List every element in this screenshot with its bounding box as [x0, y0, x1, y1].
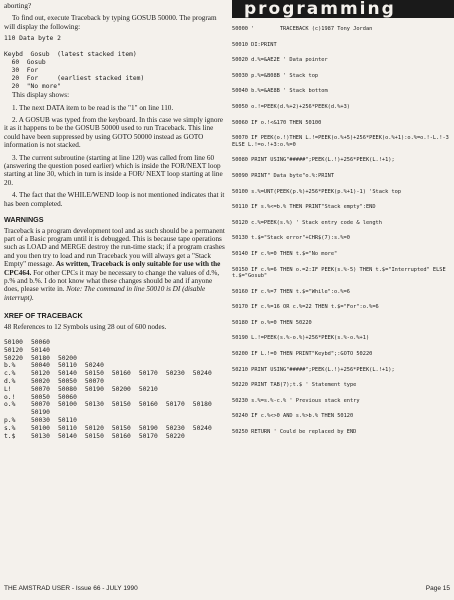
xref-cell: 50240: [192, 424, 212, 432]
xref-row: [4, 378, 220, 386]
listing-line: 50000 ' TRACEBACK (c)1987 Tony Jordan: [232, 26, 373, 32]
warnings-body: Traceback is a program development tool and as such should be a permanent part of a Basic program until it is debugged. This is because tape operations such as LOAD and MERGE destroy the run-time stack; if a program crashes and you then try to load and run Traceback you will always get a "Stack Empty" message.: [4, 226, 225, 269]
xref-cell: 50070: [30, 385, 50, 393]
xref-cell: 50110: [57, 362, 77, 370]
xref-cell: 50190: [84, 385, 104, 393]
xref-cell: [193, 417, 220, 425]
sample-output-line: Keybd Gosub (latest stacked item): [4, 51, 137, 59]
listing-line: 50220 PRINT TAB(7);t.$ ' Statement type: [232, 382, 357, 389]
xref-cell: [139, 362, 166, 370]
listing-line: 50080 PRINT USING"#####";PEEK(L.!)+256*PEEK(L.!+1);: [232, 157, 395, 164]
sample-output-line: 60 Gosub: [4, 59, 46, 67]
xref-cell: 50120: [30, 370, 50, 378]
listing-line: 50010 DI:PRINT: [232, 41, 277, 48]
xref-cell: 50120: [84, 424, 104, 432]
xref-cell: b.%: [4, 362, 16, 370]
xref-cell: 50070: [84, 377, 104, 385]
listing-line: 50210 PRINT USING"#####";PEEK(L.!)+256*PEEK(L.!+1);: [232, 366, 395, 373]
xref-cell: [139, 409, 166, 417]
paragraph-execute: To find out, execute Traceback by typing GOSUB 50000. The program will display the following:: [4, 14, 217, 31]
xref-cell: 50100: [57, 401, 77, 409]
warnings-cpc464: As written, Traceback is only suitable for use with the CPC464.: [4, 260, 221, 277]
xref-cell: 50040: [30, 362, 50, 370]
page-footer: [4, 583, 450, 595]
xref-cell: o.!: [4, 393, 16, 401]
display-shows: This display shows:: [12, 91, 70, 100]
xref-cell: 50080: [57, 385, 77, 393]
xref-cell: [193, 386, 220, 394]
xref-cell: 50060: [57, 393, 77, 401]
sample-output-line: 30 For: [4, 67, 39, 75]
xref-cell: t.$: [4, 432, 16, 440]
xref-cell: [193, 355, 220, 363]
sample-output: [4, 35, 226, 91]
listing-line: 50190 L.!=PEEK(s.%-o.%)+256*PEEK(s.%-o.%+1): [232, 335, 370, 342]
xref-cell: [193, 378, 220, 386]
xref-cell: L!: [4, 385, 12, 393]
xref-cell: 50190: [138, 424, 158, 432]
xref-row: [4, 417, 220, 425]
xref-row: [4, 370, 220, 378]
xref-cell: 50240: [84, 362, 104, 370]
xref-cell: 50240: [192, 370, 212, 378]
xref-row: [4, 347, 220, 355]
xref-cell: 50140: [57, 370, 77, 378]
xref-cell: 50030: [30, 416, 50, 424]
listing-line: 50200 IF L.!=0 THEN PRINT"Keybd";:GOTO 50220: [232, 351, 373, 358]
xref-cell: p.%: [4, 416, 16, 424]
xref-cell: 50110: [57, 416, 77, 424]
point-4: 4. The fact that the WHILE/WEND loop is not mentioned indicates that it has been completed.: [4, 191, 225, 208]
section-banner: [232, 0, 454, 18]
xref-cell: [139, 378, 166, 386]
xref-cell: 50200: [111, 385, 131, 393]
xref-cell: [85, 417, 112, 425]
xref-table: [4, 339, 226, 440]
footer-issue: THE AMSTRAD USER - Issue 66 - JULY 1990: [4, 585, 138, 592]
listing-line: 50020 d.%=&AE2E ' Data pointer: [232, 57, 328, 64]
sample-output-line: 110 Data byte 2: [4, 35, 61, 43]
xref-cell: [112, 339, 139, 347]
xref-cell: 50170: [138, 432, 158, 440]
warnings-heading: WARNINGS: [4, 215, 44, 225]
xref-cell: [166, 409, 193, 417]
xref-heading: XREF OF TRACEBACK: [4, 311, 83, 321]
xref-cell: [112, 347, 139, 355]
xref-cell: 50150: [111, 424, 131, 432]
xref-cell: [193, 339, 220, 347]
xref-cell: 50170: [165, 401, 185, 409]
xref-cell: [139, 339, 166, 347]
listing-line: 50160 IF c.%=7 THEN t.$="While":o.%=6: [232, 288, 350, 295]
xref-row: [4, 433, 220, 441]
xref-cell: [166, 394, 193, 402]
xref-cell: [166, 378, 193, 386]
xref-cell: s.%: [4, 424, 16, 432]
xref-cell: 50150: [84, 370, 104, 378]
xref-cell: [112, 378, 139, 386]
xref-cell: [85, 355, 112, 363]
point-2: 2. A GOSUB was typed from the keyboard. In this case we simply ignore it as it happens to be the GOSUB 50000 used to run Traceback. This line could have been suppressed by using GOTO 50000 instead as GOTO information is not stacked.: [4, 116, 223, 150]
xref-cell: 50220: [165, 432, 185, 440]
xref-cell: [4, 409, 31, 417]
xref-cell: 50050: [57, 377, 77, 385]
article-column: [4, 2, 226, 570]
section-title: programming: [244, 0, 396, 18]
listing-line: 50170 IF c.%=16 OR c.%=22 THEN t.$="For":o.%=6: [232, 304, 379, 311]
xref-cell: 50140: [57, 432, 77, 440]
listing-line: 50060 IF o.!<&170 THEN 50100: [232, 119, 322, 126]
listing-line: 50150 IF c.%=6 THEN o.=2:IF PEEK(s.%-5) THEN t.$="Interrupted" ELSE t.$="Gosub": [232, 266, 449, 280]
xref-cell: [139, 394, 166, 402]
point-3: 3. The current subroutine (starting at line 120) was called from line 60 (answering the question posed earlier) which is inside the FOR/NEXT loop starting at line 30, which in turn is inside a FOR/ NEXT loop starting at line 20.: [4, 153, 223, 187]
xref-cell: [166, 417, 193, 425]
xref-row: [4, 339, 220, 347]
point-1: 1. The next DATA item to be read is the "1" on line 110.: [12, 103, 174, 112]
xref-row: [4, 394, 220, 402]
xref-cell: 50160: [111, 432, 131, 440]
xref-cell: [112, 362, 139, 370]
xref-cell: 50020: [30, 377, 50, 385]
listing-line: 50070 IF PEEK(o.!)THEN L.!=PEEK(o.%+5)+256*PEEK(o.%+1):o.%=o.!-L.!-3 ELSE L.!=o.!+3:o.%=0: [232, 135, 452, 148]
xref-cell: [166, 339, 193, 347]
xref-row: [4, 409, 220, 417]
xref-cell: 50150: [111, 401, 131, 409]
listing-line: 50100 s.%=UNT(PEEK(p.%)+256*PEEK(p.%+1)-1) 'Stack top: [232, 188, 402, 195]
xref-cell: [85, 347, 112, 355]
xref-cell: 50160: [138, 401, 158, 409]
xref-cell: 50190: [30, 409, 50, 417]
listing-line: 50180 IF o.%=0 THEN 50220: [232, 319, 312, 326]
xref-cell: 50070: [30, 401, 50, 409]
xref-cell: 50180: [192, 401, 212, 409]
xref-cell: 50200: [57, 354, 77, 362]
program-listing: [232, 26, 452, 566]
xref-cell: 50150: [84, 432, 104, 440]
sample-output-line: [4, 43, 226, 51]
xref-cell: 50230: [165, 424, 185, 432]
xref-cell: [193, 347, 220, 355]
xref-cell: [112, 355, 139, 363]
xref-cell: [85, 339, 112, 347]
xref-cell: 50100: [4, 338, 23, 346]
xref-cell: [58, 347, 85, 355]
listing-line: 50130 t.$="Stack error"+CHR$(7):s.%=0: [232, 235, 350, 242]
xref-cell: [58, 409, 85, 417]
listing-line: 50250 RETURN ' Could be replaced by END: [232, 429, 357, 436]
xref-row: [4, 355, 220, 363]
xref-cell: 50110: [57, 424, 77, 432]
xref-cell: 50210: [138, 385, 158, 393]
xref-description: 48 References to 12 Symbols using 28 out of 600 nodes.: [4, 322, 167, 331]
xref-row: [4, 386, 220, 394]
xref-cell: [58, 339, 85, 347]
page-number: Page 15: [425, 585, 450, 592]
xref-cell: [166, 386, 193, 394]
sample-output-line: 20 "No more": [4, 83, 61, 91]
listing-line: 50090 PRINT" Data byte"o.%:PRINT: [232, 172, 335, 179]
xref-cell: [139, 355, 166, 363]
xref-row: [4, 401, 220, 409]
xref-cell: [85, 394, 112, 402]
listing-line: 50230 s.%=s.%-c.% ' Previous stack entry: [232, 397, 360, 404]
xref-cell: 50220: [4, 354, 23, 362]
xref-cell: [166, 362, 193, 370]
xref-cell: 50180: [30, 354, 50, 362]
listing-line: 50140 IF c.%=0 THEN t.$="No more": [232, 250, 338, 257]
xref-cell: 50140: [30, 346, 50, 354]
xref-cell: 50170: [138, 370, 158, 378]
listing-line: 50110 IF s.%<=b.% THEN PRINT"Stack empty":END: [232, 204, 376, 211]
sample-output-line: 20 For (earliest stacked item): [4, 75, 145, 83]
listing-line: 50240 IF c.%<>0 AND s.%>b.% THEN 50120: [232, 413, 354, 420]
xref-cell: 50060: [30, 338, 50, 346]
xref-cell: 50160: [111, 370, 131, 378]
xref-cell: 50130: [84, 401, 104, 409]
xref-cell: 50130: [30, 432, 50, 440]
xref-cell: [85, 409, 112, 417]
xref-cell: d.%: [4, 377, 16, 385]
listing-line: 50040 b.%=&AE8B ' Stack bottom: [232, 88, 328, 95]
xref-cell: [166, 355, 193, 363]
listing-line: 50120 c.%=PEEK(s.%) ' Stack entry code & length: [232, 219, 382, 226]
xref-cell: [193, 362, 220, 370]
xref-cell: 50100: [30, 424, 50, 432]
xref-cell: [166, 347, 193, 355]
xref-row: [4, 425, 220, 433]
intro-text: aborting?: [4, 2, 32, 10]
xref-cell: [193, 409, 220, 417]
xref-cell: c.%: [4, 370, 16, 378]
listing-line: 50030 p.%=&B08B ' Stack top: [232, 72, 319, 79]
warnings-other-cpcs: For other CPCs it may be necessary to change the values of d.%, p.% and b.%. I do not know what these changes should be and if anyone does, please write in.: [4, 268, 220, 294]
xref-cell: [193, 433, 220, 441]
xref-cell: o.%: [4, 401, 16, 409]
xref-cell: 50230: [165, 370, 185, 378]
warnings-text: [4, 227, 226, 303]
xref-cell: 50050: [30, 393, 50, 401]
xref-cell: [112, 409, 139, 417]
xref-cell: [139, 347, 166, 355]
xref-row: [4, 362, 220, 370]
xref-cell: [139, 417, 166, 425]
listing-line: 50050 o.!=PEEK(d.%+2)+256*PEEK(d.%+3): [232, 103, 350, 110]
xref-cell: [193, 394, 220, 402]
warnings-note: Note: The command in line 50010 is DI (disable interrupt).: [4, 285, 206, 302]
xref-cell: [112, 417, 139, 425]
xref-cell: [112, 394, 139, 402]
xref-cell: 50120: [4, 346, 23, 354]
